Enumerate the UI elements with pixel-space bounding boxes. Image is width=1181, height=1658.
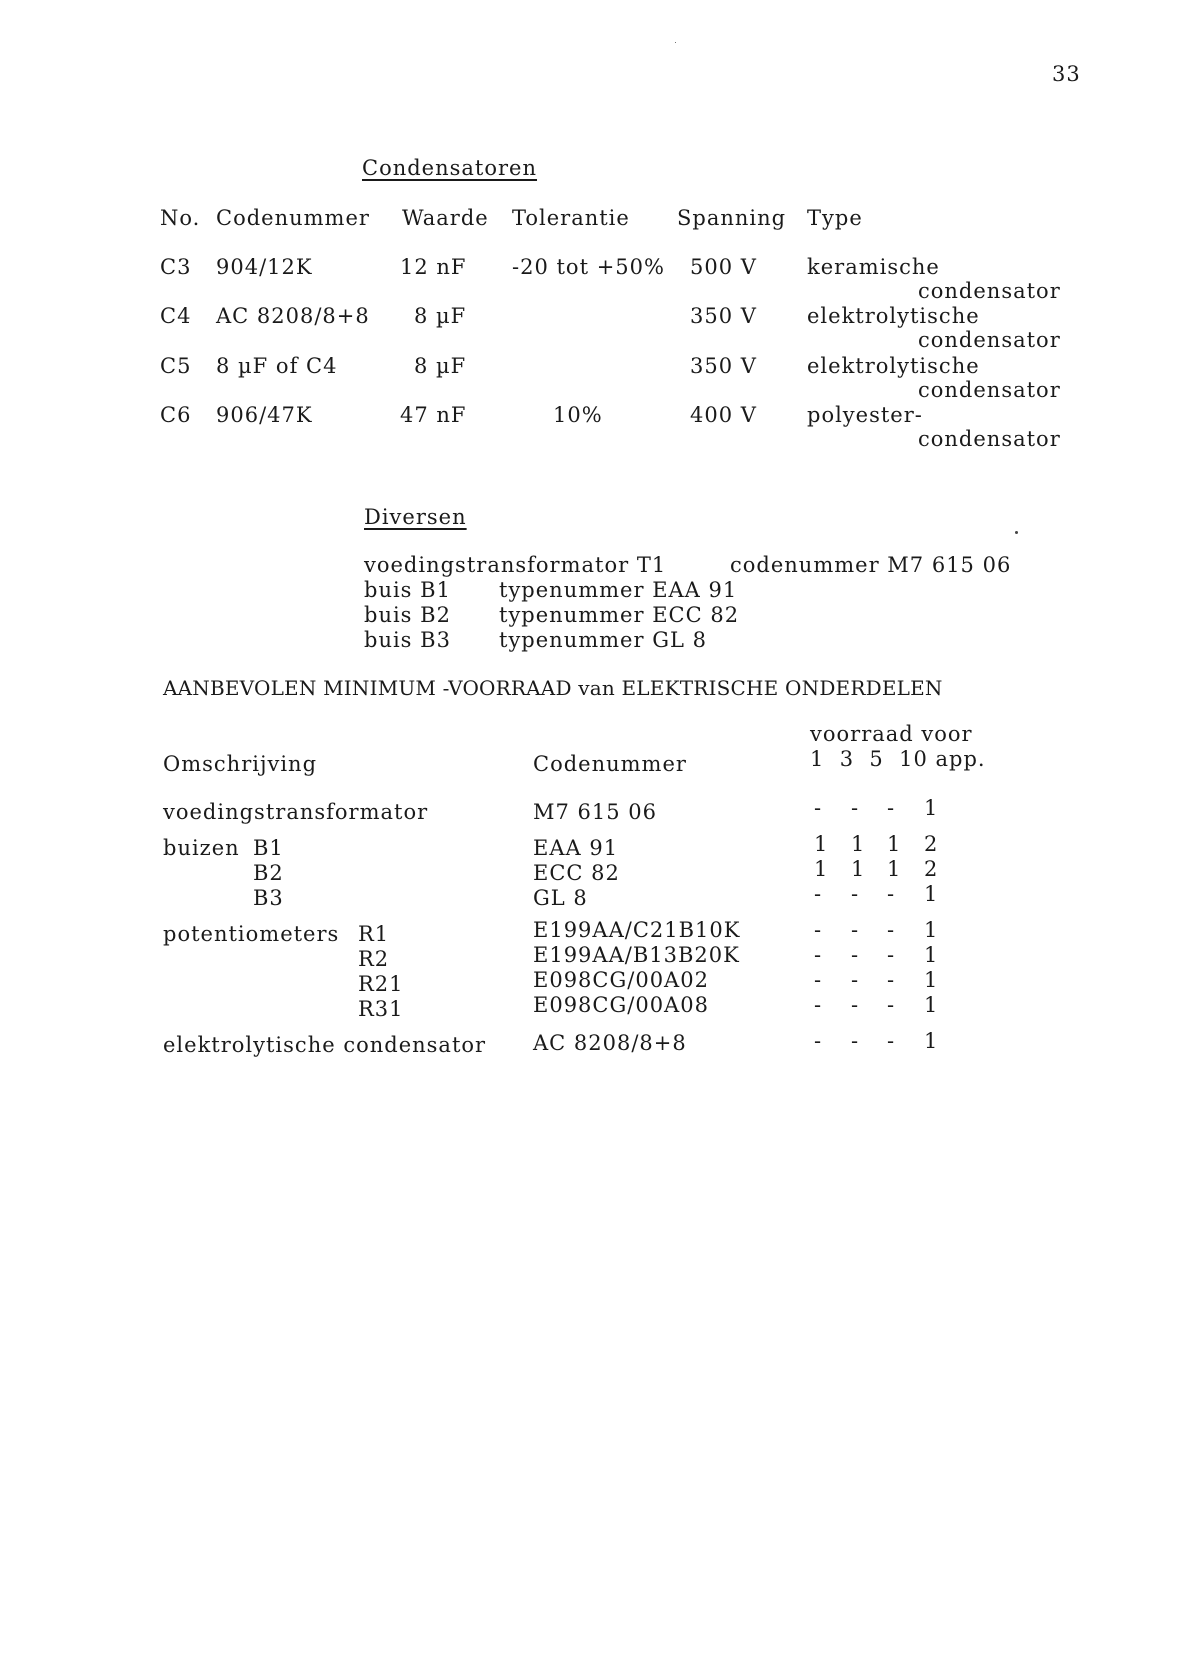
qty-3: - [851,796,860,820]
qty-1: - [814,882,823,906]
qty-1: - [814,968,823,992]
qty-3: - [851,882,860,906]
qty-5: - [887,796,896,820]
row-label: elektrolytische condensator [163,1033,487,1057]
scan-speck [1015,531,1018,534]
diversen-title: Diversen [364,505,467,529]
qty-1: - [814,943,823,967]
row-label: potentiometers [163,922,340,946]
qty-3: 1 [851,857,866,881]
qty-1: - [814,1029,823,1053]
cell-waarde: 12 nF [400,255,467,279]
cell-code: AC 8208/8+8 [216,304,370,328]
row-sub: B3 [253,886,284,910]
qty-10: 1 [924,943,939,967]
cell-type: keramische [807,255,940,279]
diversen-item: voedingstransformator T1 [364,553,667,577]
col-header: Waarde [402,206,489,230]
qty-5: - [887,993,896,1017]
diversen-code: typenummer EAA 91 [499,578,738,602]
row-sub: B2 [253,861,284,885]
qty-3: - [851,1029,860,1053]
cell-type-cont: condensator [918,427,1061,451]
row-code: EAA 91 [533,836,619,860]
cell-spanning: 350 V [690,304,757,328]
diversen-code: typenummer ECC 82 [499,603,740,627]
qty-3: 1 [851,832,866,856]
cell-code: 8 µF of C4 [216,354,338,378]
qty-10: 2 [924,857,939,881]
condensatoren-title: Condensatoren [362,156,538,180]
row-sub: R21 [358,972,404,996]
qty-5: - [887,918,896,942]
cell-type-cont: condensator [918,328,1061,352]
qty-3: - [851,993,860,1017]
col-header: Type [807,206,863,230]
cell-waarde: 8 µF [414,354,467,378]
row-code: E199AA/B13B20K [533,943,740,967]
qty-1: - [814,796,823,820]
row-code: E098CG/00A02 [533,968,709,992]
qty-1: 1 [814,857,829,881]
qty-10: 1 [924,993,939,1017]
row-label: voedingstransformator [163,800,429,824]
qty-10: 1 [924,918,939,942]
cell-no: C6 [160,403,192,427]
col-header: Tolerantie [512,206,630,230]
scan-speck [675,42,676,43]
qty-1: - [814,918,823,942]
cell-code: 906/47K [216,403,313,427]
row-code: ECC 82 [533,861,620,885]
omschrijving-header: Omschrijving [163,752,318,776]
qty-5: 1 [887,832,902,856]
qty-10: 1 [924,968,939,992]
qty-10: 1 [924,1029,939,1053]
qty-1: - [814,993,823,1017]
codenummer-header: Codenummer [533,752,687,776]
diversen-code: typenummer GL 8 [499,628,707,652]
qty-5: - [887,943,896,967]
page-number: 33 [1052,62,1081,86]
cell-no: C3 [160,255,192,279]
diversen-item: buis B2 [364,603,451,627]
row-sub: R2 [358,947,390,971]
voorraad-voor-header: voorraad voor [810,722,973,746]
cell-code: 904/12K [216,255,313,279]
diversen-item: buis B1 [364,578,451,602]
cell-type-cont: condensator [918,279,1061,303]
qty-3: - [851,943,860,967]
row-code: E199AA/C21B10K [533,918,741,942]
qty-3: - [851,918,860,942]
qty-5: - [887,968,896,992]
cell-type-cont: condensator [918,378,1061,402]
qty-5: - [887,882,896,906]
diversen-code: codenummer M7 615 06 [730,553,1012,577]
cell-spanning: 500 V [690,255,757,279]
row-label: buizen [163,836,240,860]
qty-10: 2 [924,832,939,856]
qty-3: - [851,968,860,992]
cell-no: C5 [160,354,192,378]
cell-type: elektrolytische [807,304,980,328]
qty-10: 1 [924,882,939,906]
col-header: Codenummer [216,206,370,230]
cell-type: polyester- [807,403,923,427]
col-header: No. [160,206,201,230]
qty-1: 1 [814,832,829,856]
row-code: AC 8208/8+8 [533,1031,687,1055]
col-header: Spanning [677,206,787,230]
cell-tolerantie: -20 tot +50% [512,255,665,279]
cell-type: elektrolytische [807,354,980,378]
cell-waarde: 47 nF [400,403,467,427]
qty-5: - [887,1029,896,1053]
voorraad-counts-header: 1 3 5 10 app. [810,747,986,771]
cell-tolerantie: 10% [553,403,603,427]
qty-10: 1 [924,796,939,820]
diversen-item: buis B3 [364,628,451,652]
row-sub: B1 [253,836,284,860]
row-sub: R1 [358,922,390,946]
voorraad-title: AANBEVOLEN MINIMUM -VOORRAAD van ELEKTRISCHE ONDERDELEN [163,676,943,700]
row-code: M7 615 06 [533,800,658,824]
cell-spanning: 400 V [690,403,757,427]
row-code: GL 8 [533,886,588,910]
cell-spanning: 350 V [690,354,757,378]
row-sub: R31 [358,997,404,1021]
row-code: E098CG/00A08 [533,993,709,1017]
cell-waarde: 8 µF [414,304,467,328]
qty-5: 1 [887,857,902,881]
cell-no: C4 [160,304,192,328]
